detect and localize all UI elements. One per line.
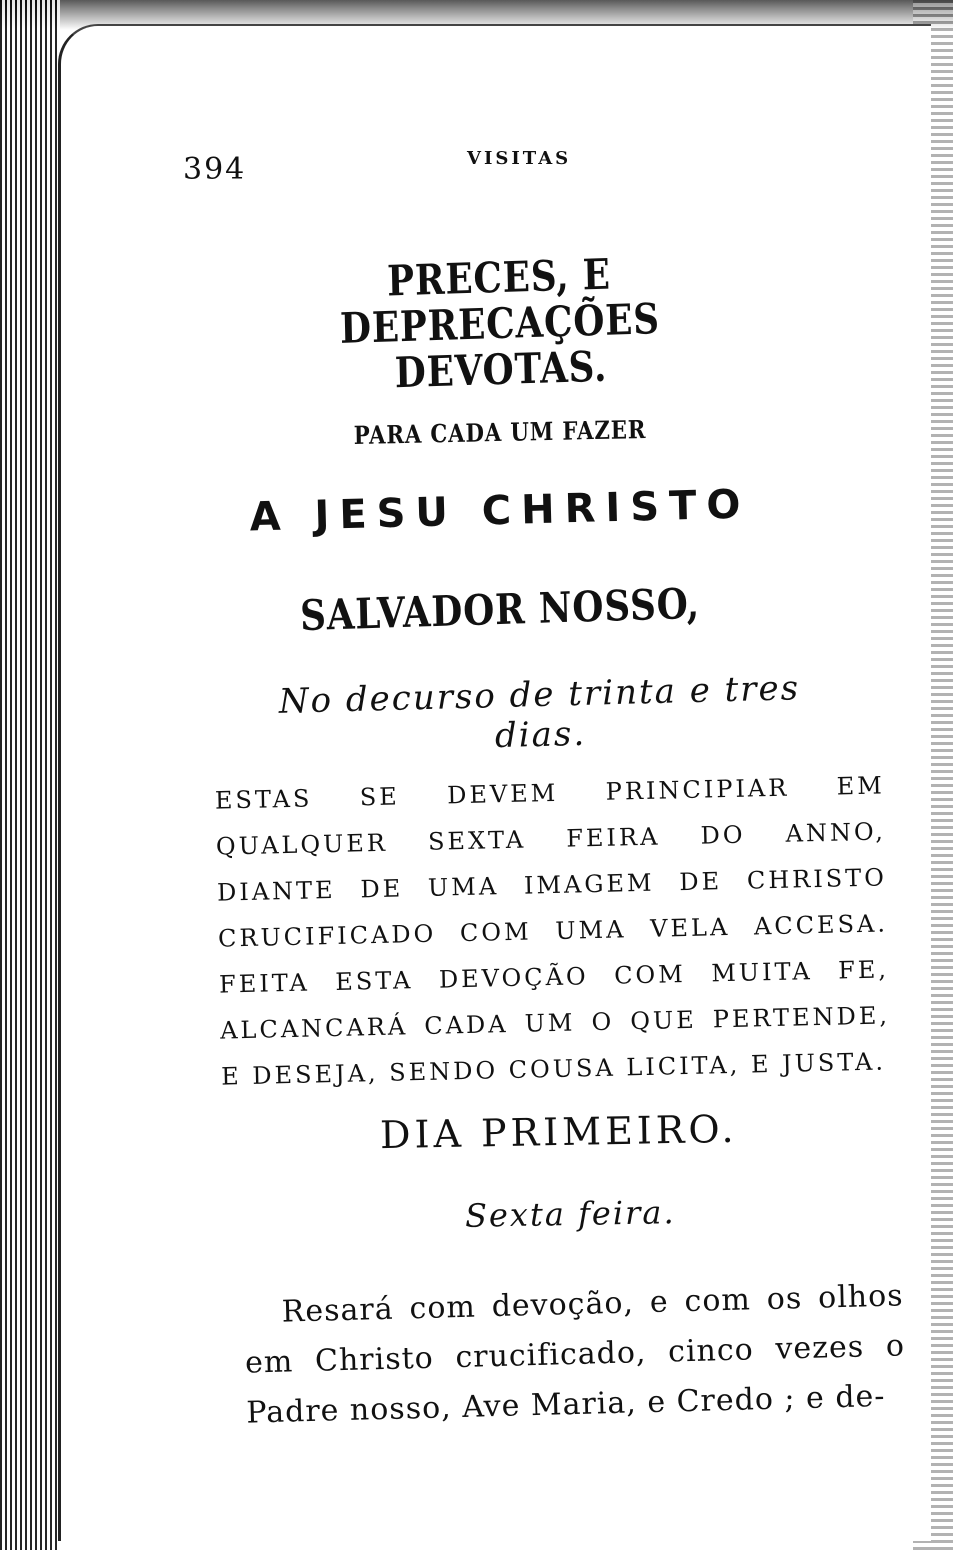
running-head: VISITAS — [467, 148, 572, 169]
title-line-5: No decurso de trinta e tres dias. — [278, 668, 801, 757]
section-subheading: Sexta feira. — [464, 1193, 676, 1235]
page-number: 394 — [183, 152, 247, 187]
section-heading: DIA PRIMEIRO. — [379, 1106, 738, 1158]
scan-binding-edge — [0, 0, 60, 1550]
title-line-4: SALVADOR NOSSO, — [299, 578, 701, 641]
body-paragraph: Resará com devoção, e com os olhos em Christo crucificado, cinco vezes o Padre nosso, Ave Maria, e Credo ; e de- — [244, 1278, 906, 1431]
title-line-2: PARA CADA UM FAZER — [353, 414, 647, 451]
title-line-3: A JESU CHRISTO — [249, 481, 751, 541]
page-title: PRECES, E DEPRECAÇÕES DEVOTAS. — [339, 249, 661, 398]
instructions-paragraph: ESTAS SE DEVEM PRINCIPIAR EM QUALQUER SEXTA FEIRA DO ANNO, DIANTE DE UMA IMAGEM DE CHRISTO CRUCIFICADO COM UMA VELA ACCESA. FEITA ESTA DEVOÇÃO COM MUITA FE, ALCANCARÁ CADA UM O QUE PERTENDE, E DESEJA, SENDO COUSA LICITA, E JUSTA. — [214, 771, 891, 1091]
